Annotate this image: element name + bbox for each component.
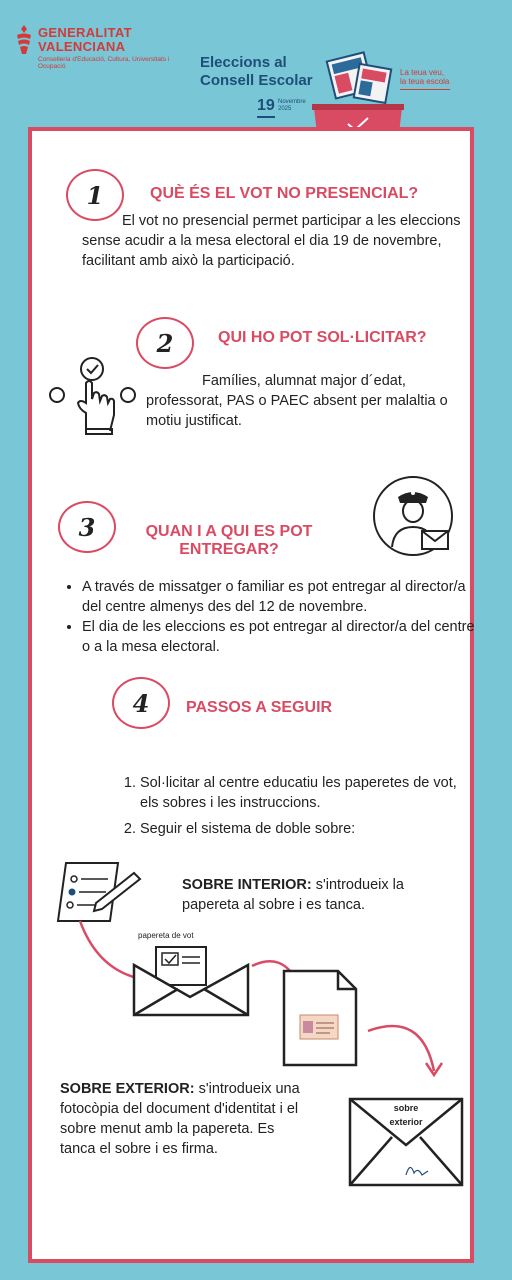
election-day: 19 xyxy=(257,97,275,114)
generalitat-logo xyxy=(14,22,214,82)
logo-line1: GENERALITAT xyxy=(38,25,132,40)
ballot-paper-label: papereta de vot xyxy=(138,931,194,940)
hand-touch-icon xyxy=(46,353,138,435)
outer-envelope-label: sobre exterior xyxy=(389,1103,423,1127)
list-item: 1. Sol·licitar al centre educatiu les paperetes de vot, els sobres i les instruccions. xyxy=(140,773,470,813)
section-1-text: El vot no presencial permet participar a les eleccions sense acudir a la mesa electoral el dia 19 de novembre, facilitant amb això la participació. xyxy=(82,213,461,269)
logo-emblem-icon xyxy=(14,24,34,56)
list-item: 2. Seguir el sistema de doble sobre: xyxy=(140,819,470,839)
section-4-steps xyxy=(120,773,470,845)
section-3-number: 3 xyxy=(58,501,116,553)
inner-envelope-icon xyxy=(132,943,250,1017)
section-1-title: QUÈ ÉS EL VOT NO PRESENCIAL? xyxy=(150,185,419,202)
date-underline xyxy=(257,116,275,118)
slogan-underline xyxy=(400,89,450,90)
section-2-title: QUI HO POT SOL·LICITAR? xyxy=(218,329,427,346)
id-document-icon xyxy=(280,967,360,1069)
title-line1: Eleccions al xyxy=(200,54,287,71)
outer-envelope-text: SOBRE EXTERIOR: s'introdueix una fotocòpia del document d'identitat i el sobre menut amb la papereta. Es tanca el sobre i es firma. xyxy=(60,1081,300,1157)
mail-carrier-icon xyxy=(372,475,454,557)
section-4-title: PASSOS A SEGUIR xyxy=(186,699,333,716)
section-2-number: 2 xyxy=(136,317,194,369)
content-card xyxy=(28,127,474,1263)
list-item: • A través de missatger o familiar es pot entregar al director/a del centre almenys des del 12 de novembre. xyxy=(82,577,478,617)
logo-subtitle: Conselleria d'Educació, Cultura, Universitats i Ocupació xyxy=(38,56,170,70)
slogan: La teua veu, la teua escola xyxy=(400,68,450,86)
page-title xyxy=(200,54,313,90)
section-1-number: 1 xyxy=(66,169,124,221)
title-line2: Consell Escolar xyxy=(200,72,313,89)
section-4-number: 4 xyxy=(112,677,170,729)
section-2-text: Famílies, alumnat major d´edat, professorat, PAS o PAEC absent per malaltia o motiu justificat. xyxy=(146,373,448,429)
logo-line2: VALENCIANA xyxy=(38,39,126,54)
section-3-bullets xyxy=(62,577,478,657)
election-month: Novembre 2025 xyxy=(278,99,306,112)
list-item: • El dia de les eleccions es pot entregar al director/a del centre o a la mesa electoral. xyxy=(82,617,478,657)
inner-envelope-text: SOBRE INTERIOR: s'introdueix la papereta al sobre i es tanca. xyxy=(182,877,404,913)
section-3-title: QUAN I A QUI ES POT ENTREGAR? xyxy=(145,523,313,558)
